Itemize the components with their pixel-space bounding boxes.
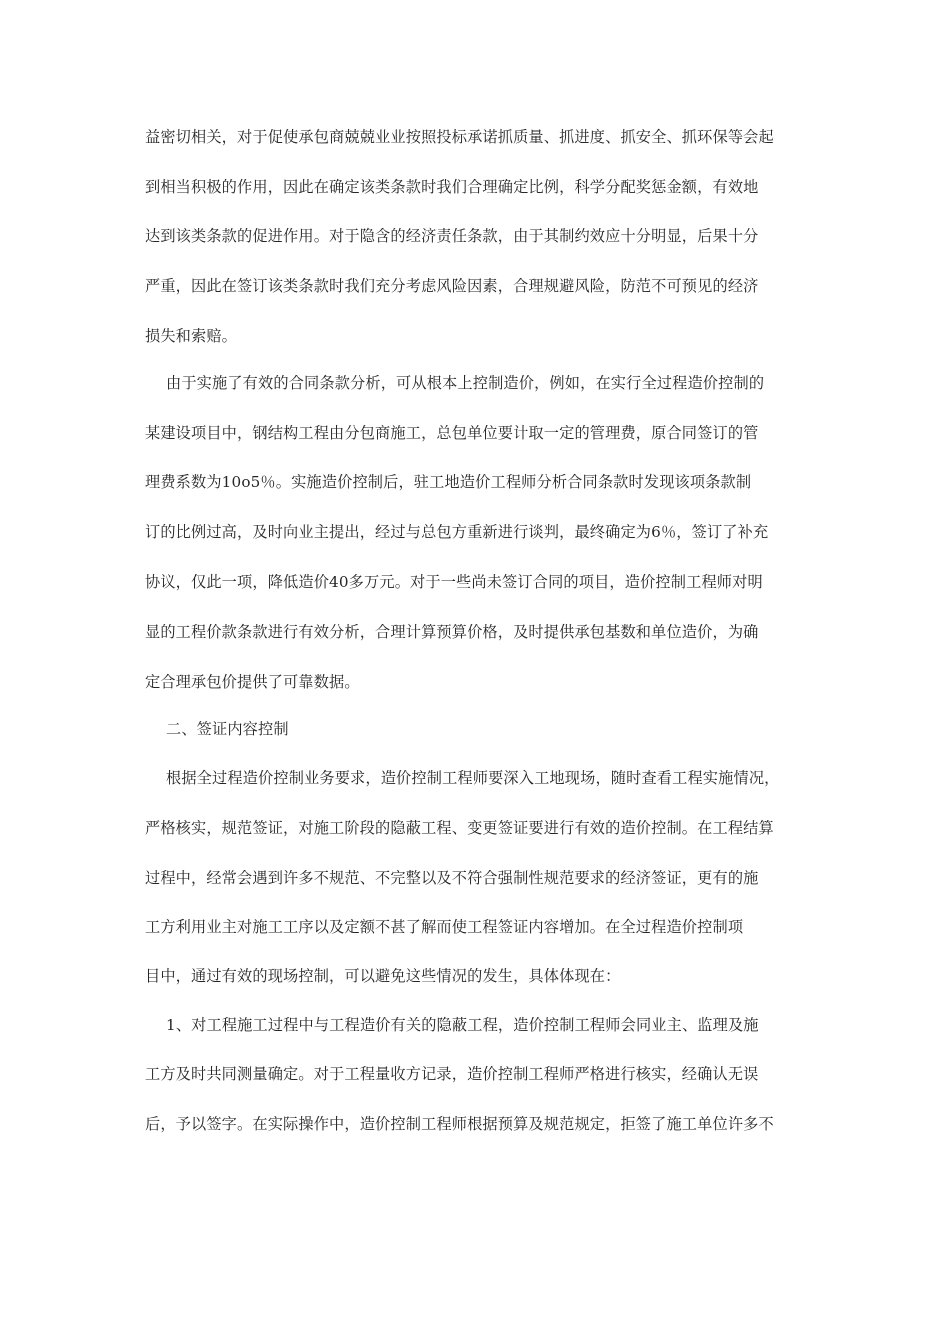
paragraph-line: 严格核实，规范签证，对施工阶段的隐蔽工程、变更签证要进行有效的造价控制。在工程结算 [145, 819, 774, 837]
paragraph-line: 某建设项目中，钢结构工程由分包商施工，总包单位要计取一定的管理费，原合同签订的管 [145, 424, 759, 442]
paragraph-line: 目中，通过有效的现场控制，可以避免这些情况的发生，具体体现在： [145, 967, 621, 985]
paragraph-line: 损失和索赔。 [145, 327, 238, 345]
paragraph-line: 到相当积极的作用，因此在确定该类条款时我们合理确定比例，科学分配奖惩金额，有效地 [145, 178, 759, 196]
section-heading: 二、签证内容控制 [166, 720, 289, 738]
paragraph-line: 1、对工程施工过程中与工程造价有关的隐蔽工程，造价控制工程师会同业主、监理及施 [166, 1016, 759, 1034]
paragraph-line: 理费系数为10o5％。实施造价控制后，驻工地造价工程师分析合同条款时发现该项条款制 [145, 473, 752, 491]
paragraph-line: 工方及时共同测量确定。对于工程量收方记录，造价控制工程师严格进行核实，经确认无误 [145, 1065, 759, 1083]
paragraph-line: 协议，仅此一项，降低造价40多万元。对于一些尚未签订合同的项目，造价控制工程师对明 [145, 573, 763, 591]
paragraph-line: 过程中，经常会遇到许多不规范、不完整以及不符合强制性规范要求的经济签证，更有的施 [145, 869, 759, 887]
paragraph-line: 根据全过程造价控制业务要求，造价控制工程师要深入工地现场，随时查看工程实施情况， [166, 769, 780, 787]
paragraph-line: 订的比例过高，及时向业主提出，经过与总包方重新进行谈判，最终确定为6％，签订了补充 [145, 523, 769, 541]
paragraph-line: 益密切相关，对于促使承包商兢兢业业按照投标承诺抓质量、抓进度、抓安全、抓环保等会起 [145, 128, 774, 146]
paragraph-line: 由于实施了有效的合同条款分析，可从根本上控制造价，例如，在实行全过程造价控制的 [166, 374, 765, 392]
paragraph-line: 严重，因此在签订该类条款时我们充分考虑风险因素，合理规避风险，防范不可预见的经济 [145, 277, 759, 295]
paragraph-line: 工方利用业主对施工工序以及定额不甚了解而使工程签证内容增加。在全过程造价控制项 [145, 918, 744, 936]
paragraph-line: 达到该类条款的促进作用。对于隐含的经济责任条款，由于其制约效应十分明显，后果十分 [145, 227, 759, 245]
paragraph-line: 后，予以签字。在实际操作中，造价控制工程师根据预算及规范规定，拒签了施工单位许多不 [145, 1115, 774, 1133]
paragraph-line: 显的工程价款条款进行有效分析，合理计算预算价格，及时提供承包基数和单位造价，为确 [145, 623, 759, 641]
paragraph-line: 定合理承包价提供了可靠数据。 [145, 673, 360, 691]
